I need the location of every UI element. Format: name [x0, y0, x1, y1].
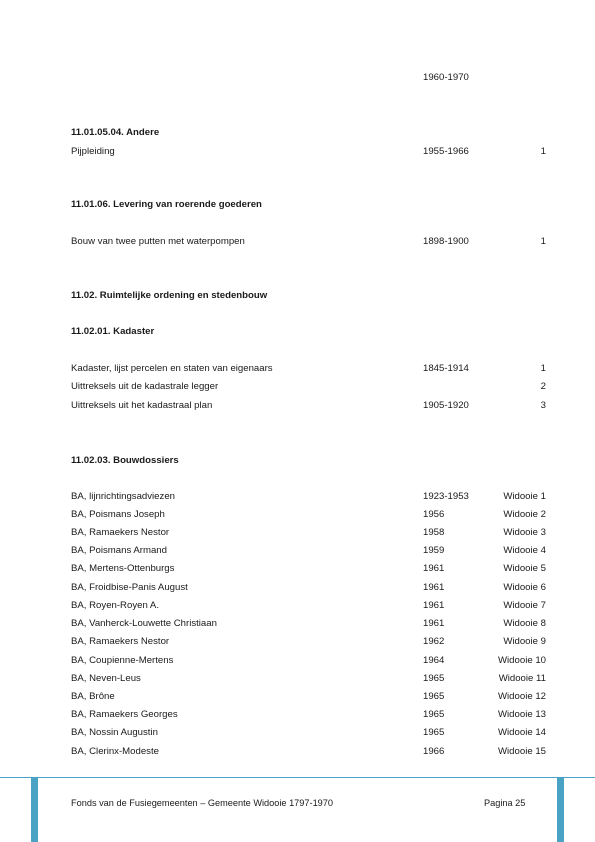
- entry-description: BA, lijnrichtingsadviezen: [71, 491, 175, 502]
- entry-row: [71, 145, 546, 159]
- entry-number: 1: [540, 146, 546, 157]
- entry-number: Widooie 6: [503, 582, 546, 593]
- section-heading-text: 11.01.06. Levering van roerende goederen: [71, 199, 262, 210]
- entry-description: Bouw van twee putten met waterpompen: [71, 236, 245, 247]
- entry-description: Uittreksels uit het kadastraal plan: [71, 400, 213, 411]
- entry-date: 1964: [423, 655, 445, 666]
- entry-number: Widooie 15: [498, 746, 546, 757]
- entry-row: [71, 380, 546, 394]
- entry-number: Widooie 8: [503, 618, 546, 629]
- entry-date: 1965: [423, 691, 445, 702]
- entry-row: [71, 490, 546, 504]
- entry-number: Widooie 1: [503, 491, 546, 502]
- entry-row: [71, 599, 546, 613]
- entry-description: BA, Royen-Royen A.: [71, 600, 159, 611]
- entry-row: [71, 71, 546, 85]
- entry-description: Kadaster, lijst percelen en staten van eigenaars: [71, 363, 273, 374]
- entry-row: [71, 745, 546, 759]
- entry-number: 1: [540, 363, 546, 374]
- entry-description: Uittreksels uit de kadastrale legger: [71, 381, 219, 392]
- entry-row: [71, 399, 546, 413]
- entry-date: 1845-1914: [423, 363, 469, 374]
- footer-title: Fonds van de Fusiegemeenten – Gemeente Widooie 1797-1970: [71, 798, 334, 808]
- entry-row: [71, 654, 546, 668]
- entry-number: 3: [540, 400, 546, 411]
- entry-number: Widooie 11: [498, 673, 546, 684]
- entry-number: Widooie 10: [498, 655, 546, 666]
- section-heading-text: 11.02.03. Bouwdossiers: [71, 455, 179, 466]
- entry-description: BA, Ramaekers Nestor: [71, 527, 170, 538]
- section-heading: [71, 126, 546, 140]
- entry-row: [71, 708, 546, 722]
- entry-row: [71, 635, 546, 649]
- entry-row: [71, 562, 546, 576]
- section-heading-text: 11.01.05.04. Andere: [71, 127, 160, 138]
- entry-description: BA, Vanherck-Louwette Christiaan: [71, 618, 217, 629]
- entry-row: [71, 690, 546, 704]
- entry-description: BA, Ramaekers Georges: [71, 709, 178, 720]
- entry-description: BA, Clerinx-Modeste: [71, 746, 159, 757]
- entry-date: 1962: [423, 636, 445, 647]
- entry-row: [71, 235, 546, 249]
- entry-date: 1965: [423, 727, 445, 738]
- entry-date: 1955-1966: [423, 146, 469, 157]
- entry-date: 1898-1900: [423, 236, 469, 247]
- entry-number: Widooie 3: [503, 527, 546, 538]
- entry-description: BA, Froidbise-Panis August: [71, 582, 188, 593]
- entry-row: [71, 508, 546, 522]
- entry-description: BA, Coupienne-Mertens: [71, 655, 174, 666]
- entry-date: 1965: [423, 673, 445, 684]
- entry-date: 1960-1970: [423, 72, 469, 83]
- entry-number: 2: [540, 381, 546, 392]
- entry-row: [71, 617, 546, 631]
- entry-number: Widooie 2: [503, 509, 546, 520]
- section-heading: [71, 454, 546, 468]
- entry-row: [71, 544, 546, 558]
- entry-description: Pijpleiding: [71, 146, 115, 157]
- entry-date: 1956: [423, 509, 445, 520]
- entry-date: 1905-1920: [423, 400, 469, 411]
- entry-row: [71, 526, 546, 540]
- entry-date: 1958: [423, 527, 445, 538]
- entry-number: Widooie 9: [503, 636, 546, 647]
- section-heading-text: 11.02.01. Kadaster: [71, 326, 155, 337]
- entry-row: [71, 581, 546, 595]
- entry-number: Widooie 5: [503, 563, 546, 574]
- section-heading: [71, 325, 546, 339]
- footer-accent-bar-left: [31, 778, 38, 842]
- footer-accent-bar-right: [557, 778, 564, 842]
- page-number: Pagina 25: [484, 798, 526, 808]
- entry-date: 1961: [423, 582, 445, 593]
- entry-row: [71, 726, 546, 740]
- section-heading: [71, 198, 546, 212]
- entry-description: BA, Mertens-Ottenburgs: [71, 563, 175, 574]
- entry-number: Widooie 7: [503, 600, 546, 611]
- entry-description: BA, Neven-Leus: [71, 673, 141, 684]
- footer-rule: [0, 777, 595, 778]
- section-heading: [71, 289, 546, 303]
- entry-date: 1961: [423, 618, 445, 629]
- entry-date: 1961: [423, 563, 445, 574]
- entry-description: BA, Poismans Joseph: [71, 509, 165, 520]
- entry-date: 1959: [423, 545, 445, 556]
- entry-number: Widooie 14: [498, 727, 546, 738]
- entry-number: Widooie 13: [498, 709, 546, 720]
- entry-date: 1923-1953: [423, 491, 469, 502]
- entry-number: 1: [540, 236, 546, 247]
- entry-description: BA, Nossin Augustin: [71, 727, 158, 738]
- entry-description: BA, Poismans Armand: [71, 545, 167, 556]
- entry-date: 1966: [423, 746, 445, 757]
- entry-description: BA, Brône: [71, 691, 115, 702]
- entry-number: Widooie 12: [498, 691, 546, 702]
- entry-date: 1965: [423, 709, 445, 720]
- entry-description: BA, Ramaekers Nestor: [71, 636, 170, 647]
- entry-date: 1961: [423, 600, 445, 611]
- entry-number: Widooie 4: [503, 545, 546, 556]
- entry-row: [71, 362, 546, 376]
- section-heading-text: 11.02. Ruimtelijke ordening en stedenbouw: [71, 290, 268, 301]
- entry-row: [71, 672, 546, 686]
